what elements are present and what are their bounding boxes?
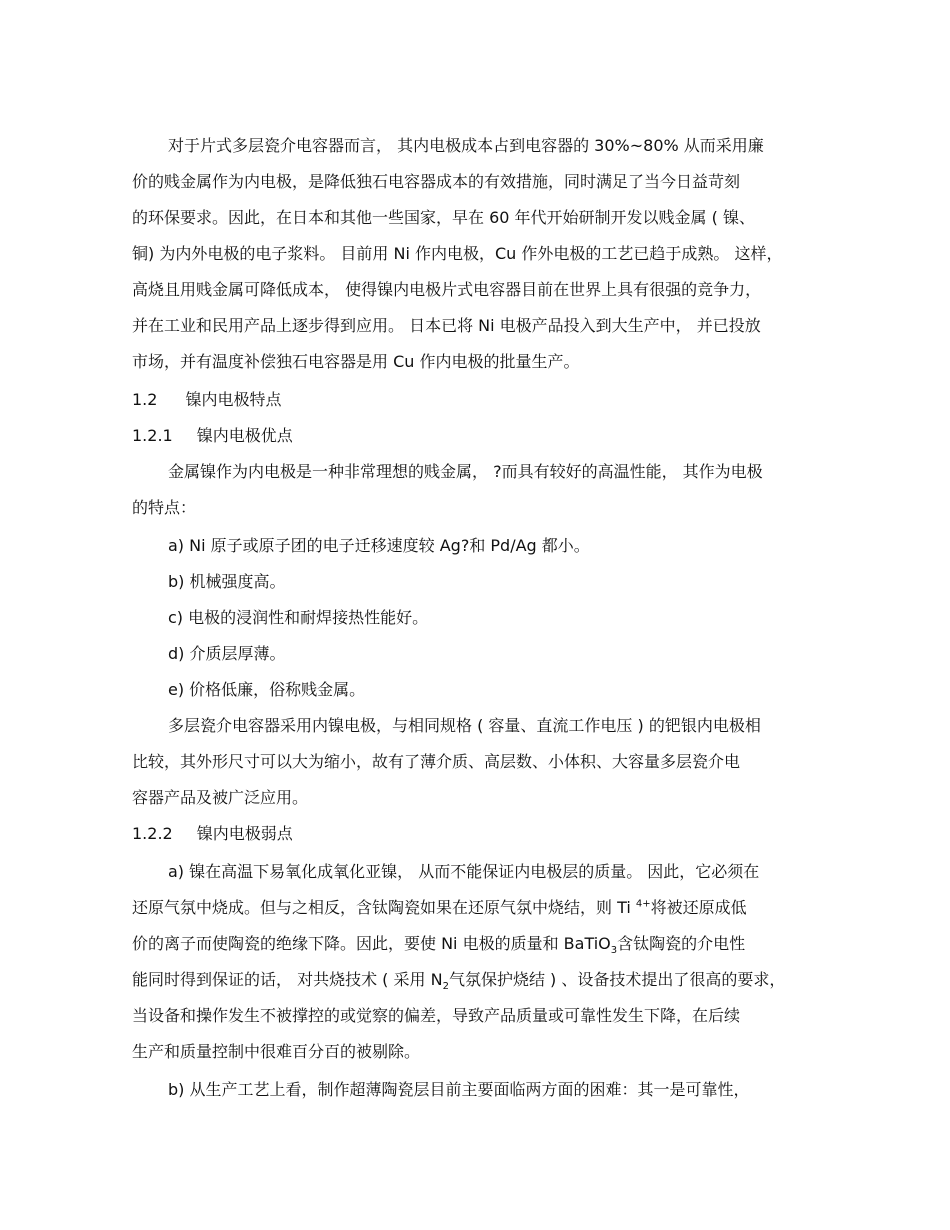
section-title: 镍内电极特点 — [185, 390, 282, 409]
paragraph-line: 高烧且用贱金属可降低成本， 使得镍内电极片式电容器目前在世界上具有很强的竞争力， — [132, 280, 762, 299]
text-run: 将被还原成低 — [650, 898, 747, 917]
paragraph-line — [132, 934, 746, 957]
subscript: 2 — [442, 981, 449, 993]
section-heading-1-2-2 — [132, 824, 293, 844]
paragraph-line: 多层瓷介电容器采用内镍电极，与相同规格 ( 容量、直流工作电压 ) 的钯银内电极相 — [168, 716, 761, 735]
paragraph-line: 对于片式多层瓷介电容器而言， 其内电极成本占到电容器的 30%~80% 从而采用廉 — [168, 136, 764, 155]
section-title: 镍内电极弱点 — [196, 824, 293, 843]
subscript: 3 — [610, 945, 618, 957]
text-run: 价的离子而使陶瓷的绝缘下降。因此，要使 Ni 电极的质量和 BaTiO — [132, 934, 611, 953]
section-number: 1.2.2 — [132, 824, 173, 843]
list-item: e) 价格低廉，俗称贱金属。 — [168, 680, 366, 699]
paragraph-line: 市场，并有温度补偿独石电容器是用 Cu 作内电极的批量生产。 — [132, 352, 580, 371]
paragraph-line: 的特点： — [132, 498, 197, 517]
paragraph-line: a) 镍在高温下易氧化成氧化亚镍， 从而不能保证内电极层的质量。 因此，它必须在 — [168, 862, 760, 881]
paragraph-line: 铜) 为内外电极的电子浆料。 目前用 Ni 作内电极，Cu 作外电极的工艺已趋于成熟。 这样， — [132, 244, 783, 263]
section-heading-1-2 — [132, 390, 281, 410]
text-run: 还原气氛中烧成。但与之相反，含钛陶瓷如果在还原气氛中烧结，则 Ti — [132, 898, 636, 917]
paragraph-line: 比较，其外形尺寸可以大为缩小，故有了薄介质、高层数、小体积、大容量多层瓷介电 — [132, 752, 741, 771]
paragraph-line: b) 从生产工艺上看，制作超薄陶瓷层目前主要面临两方面的困难：其一是可靠性， — [168, 1080, 750, 1099]
paragraph-line: 生产和质量控制中很难百分百的被剔除。 — [132, 1042, 421, 1061]
paragraph-line — [132, 970, 786, 993]
paragraph-line: 金属镍作为内电极是一种非常理想的贱金属， ?而具有较好的高温性能， 其作为电极 — [168, 462, 763, 481]
paragraph-line: 并在工业和民用产品上逐步得到应用。 日本已将 Ni 电极产品投入到大生产中， 并已投放 — [132, 316, 761, 335]
list-item: c) 电极的浸润性和耐焊接热性能好。 — [168, 608, 429, 627]
section-number: 1.2.1 — [132, 426, 173, 445]
list-item: d) 介质层厚薄。 — [168, 644, 286, 663]
section-number: 1.2 — [132, 390, 158, 409]
section-title: 镍内电极优点 — [196, 426, 293, 445]
superscript: 4+ — [635, 898, 651, 910]
list-item: b) 机械强度高。 — [168, 572, 286, 591]
paragraph-line — [132, 898, 747, 918]
paragraph-line: 的环保要求。因此，在日本和其他一些国家，早在 60 年代开始研制开发以贱金属 ( 镍、 — [132, 208, 755, 227]
paragraph-line: 价的贱金属作为内电极，是降低独石电容器成本的有效措施，同时满足了当今日益苛刻 — [132, 172, 741, 191]
text-run: 能同时得到保证的话， 对共烧技术 ( 采用 N — [132, 970, 443, 989]
list-item: a) Ni 原子或原子团的电子迁移速度较 Ag?和 Pd/Ag 都小。 — [168, 536, 590, 555]
text-run: 含钛陶瓷的介电性 — [617, 934, 746, 953]
section-heading-1-2-1 — [132, 426, 293, 446]
text-run: 气氛保护烧结 ) 、设备技术提出了很高的要求， — [448, 970, 786, 989]
paragraph-line: 容器产品及被广泛应用。 — [132, 788, 309, 807]
paragraph-line: 当设备和操作发生不被撑控的或觉察的偏差，导致产品质量或可靠性发生下降，在后续 — [132, 1006, 741, 1025]
